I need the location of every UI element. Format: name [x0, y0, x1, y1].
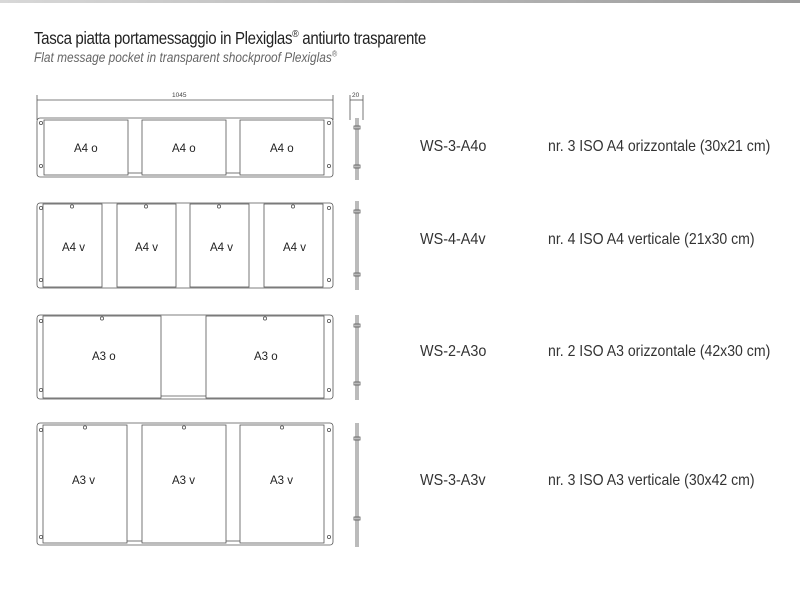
- width-dimension-label: 1045: [172, 92, 187, 99]
- side-view-ws-4-a4v: [354, 201, 360, 290]
- side-view-ws-2-a3o: [354, 315, 360, 400]
- product-description: nr. 2 ISO A3 orizzontale (42x30 cm): [548, 343, 771, 360]
- panel-ws-2-a3o: [37, 315, 333, 399]
- depth-dimension-label: 20: [352, 92, 360, 99]
- product-description: nr. 4 ISO A4 verticale (21x30 cm): [548, 231, 755, 248]
- pocket-label: A3 o: [92, 351, 116, 363]
- pocket-label: A4 v: [210, 242, 234, 254]
- width-dimension: [37, 92, 333, 120]
- pocket-label: A3 v: [270, 475, 294, 487]
- pocket-label: A3 v: [172, 475, 196, 487]
- panel-ws-4-a4v: [37, 203, 333, 288]
- pocket-label: A4 v: [283, 242, 307, 254]
- page-title: Tasca piatta portamessaggio in Plexiglas® antiurto trasparente: [34, 28, 426, 48]
- side-view-ws-3-a3v: [354, 423, 360, 547]
- product-code: WS-2-A3o: [420, 343, 487, 360]
- pocket-label: A3 o: [254, 351, 278, 363]
- product-description: nr. 3 ISO A3 verticale (30x42 cm): [548, 472, 755, 489]
- pocket-label: A4 o: [270, 143, 294, 155]
- side-view-ws-3-a4o: [354, 118, 360, 180]
- depth-dimension: [350, 92, 363, 120]
- pocket-label: A3 v: [72, 475, 96, 487]
- pocket-label: A4 v: [62, 242, 86, 254]
- product-description: nr. 3 ISO A4 orizzontale (30x21 cm): [548, 138, 771, 155]
- panel-ws-3-a3v: [37, 423, 333, 545]
- pocket-label: A4 v: [135, 242, 159, 254]
- pocket-label: A4 o: [172, 143, 196, 155]
- product-code: WS-3-A3v: [420, 472, 486, 489]
- pocket-label: A4 o: [74, 143, 98, 155]
- product-code: WS-3-A4o: [420, 138, 487, 155]
- panel-ws-3-a4o: [37, 118, 333, 177]
- page-subtitle: Flat message pocket in transparent shockproof Plexiglas®: [34, 49, 338, 65]
- product-code: WS-4-A4v: [420, 231, 486, 248]
